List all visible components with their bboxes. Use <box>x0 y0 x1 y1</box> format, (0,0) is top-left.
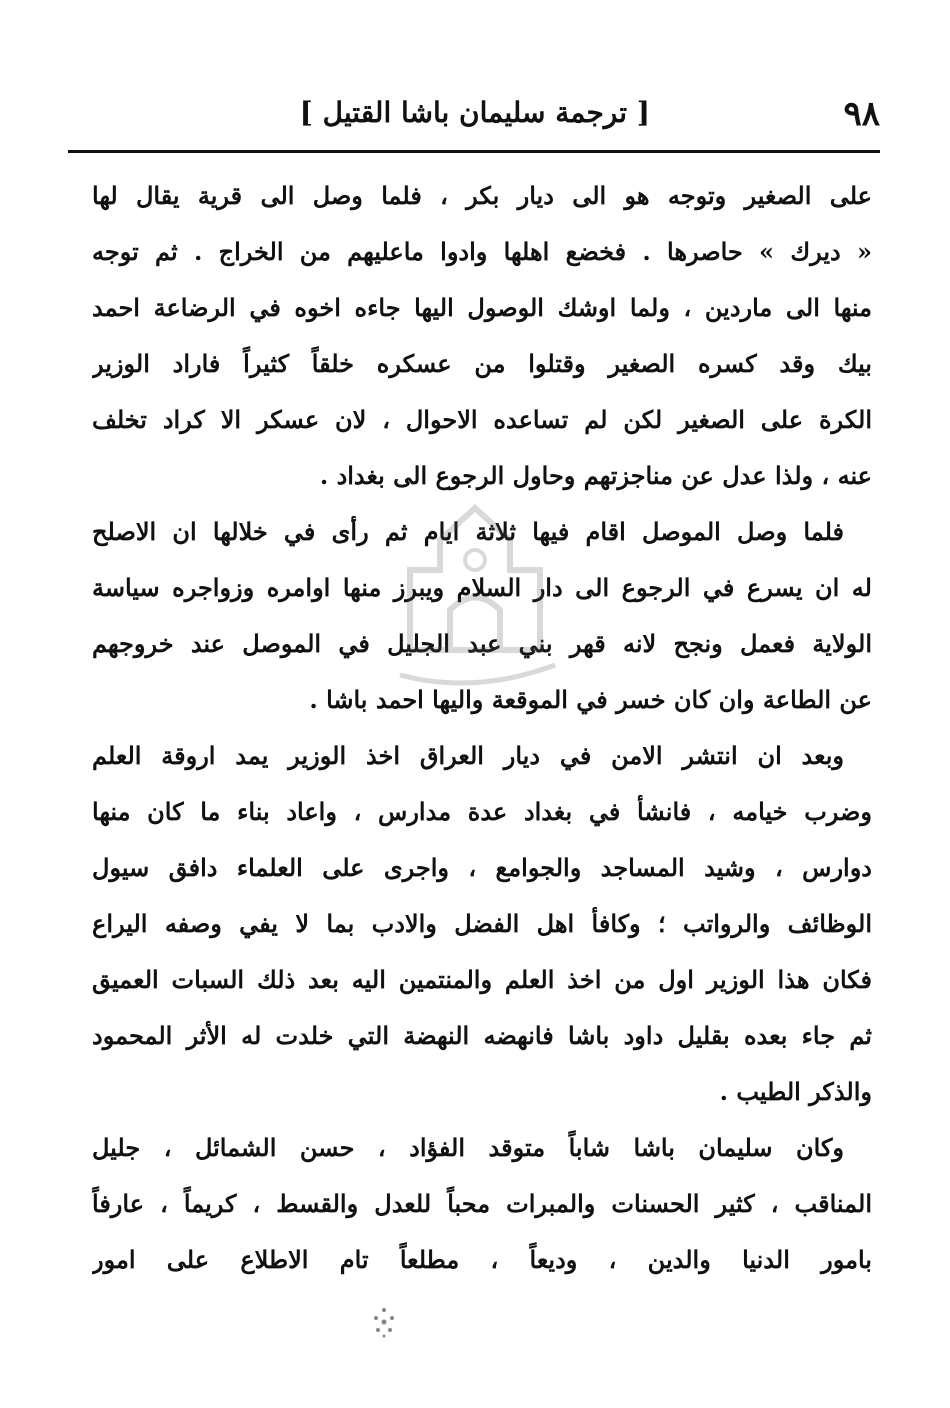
page-header <box>68 92 880 144</box>
header-rule <box>68 150 880 153</box>
watermark-seal-icon <box>380 500 570 700</box>
text-line: الكرة على الصغير لكن لم تساعده الاحوال ، لان عسكر الا كراد تخلف <box>92 405 872 434</box>
text-line: له ان يسرع في الرجوع الى دار السلام ويبرز منها اوامره وزواجره سياسة <box>92 573 872 602</box>
text-line: عن الطاعة وان كان خسر في الموقعة واليها احمد باشا . <box>309 685 872 714</box>
text-line: على الصغير وتوجه هو الى ديار بكر ، فلما وصل الى قرية يقال لها <box>92 181 872 210</box>
text-line: بامور الدنيا والدين ، وديعاً ، مطلعاً تام الاطلاع على امور <box>92 1245 872 1274</box>
text-line: فكان هذا الوزير اول من اخذ العلم والمنتمين اليه بعد ذلك السبات العميق <box>92 965 872 994</box>
text-line: بيك وقد كسره الصغير وقتلوا من عسكره خلقاً كثيراً فاراد الوزير <box>92 349 872 378</box>
text-line: منها الى ماردين ، ولما اوشك الوصول اليها جاءه اخوه في الرضاعة احمد <box>92 293 872 322</box>
running-head: [ ترجمة سليمان باشا القتيل ] <box>299 96 650 129</box>
text-line: « ديرك » حاصرها . فخضع اهلها وادوا ماعليهم من الخراج . ثم توجه <box>92 237 872 266</box>
text-line: دوارس ، وشيد المساجد والجوامع ، واجرى على العلماء دافق سيول <box>92 853 872 882</box>
text-line: وكان سليمان باشا شاباً متوقد الفؤاد ، حسن الشمائل ، جليل <box>92 1133 844 1162</box>
text-line: فلما وصل الموصل اقام فيها ثلاثة ايام ثم رأى في خلالها ان الاصلح <box>92 517 844 546</box>
text-line: والذكر الطيب . <box>719 1077 872 1106</box>
text-line: وضرب خيامه ، فانشأ في بغداد عدة مدارس ، واعاد بناء ما كان منها <box>92 797 872 826</box>
text-line: ثم جاء بعده بقليل داود باشا فانهضه النهضة التي خلدت له الأثر المحمود <box>92 1021 872 1050</box>
text-line: وبعد ان انتشر الامن في ديار العراق اخذ الوزير يمد اروقة العلم <box>92 741 844 770</box>
text-line: المناقب ، كثير الحسنات والمبرات محباً للعدل والقسط ، كريماً ، عارفاً <box>92 1189 872 1218</box>
text-line: الولاية فعمل ونجح لانه قهر بني عبد الجليل في الموصل عند خروجهم <box>92 629 872 658</box>
text-line: عنه ، ولذا عدل عن مناجزتهم وحاول الرجوع الى بغداد . <box>319 461 872 490</box>
ornament-icon <box>364 1302 404 1342</box>
body-text <box>92 168 872 1288</box>
text-line: الوظائف والرواتب ؛ وكافأ اهل الفضل والادب بما لا يفي وصفه اليراع <box>92 909 872 938</box>
page-number: ٩٨ <box>843 94 880 134</box>
